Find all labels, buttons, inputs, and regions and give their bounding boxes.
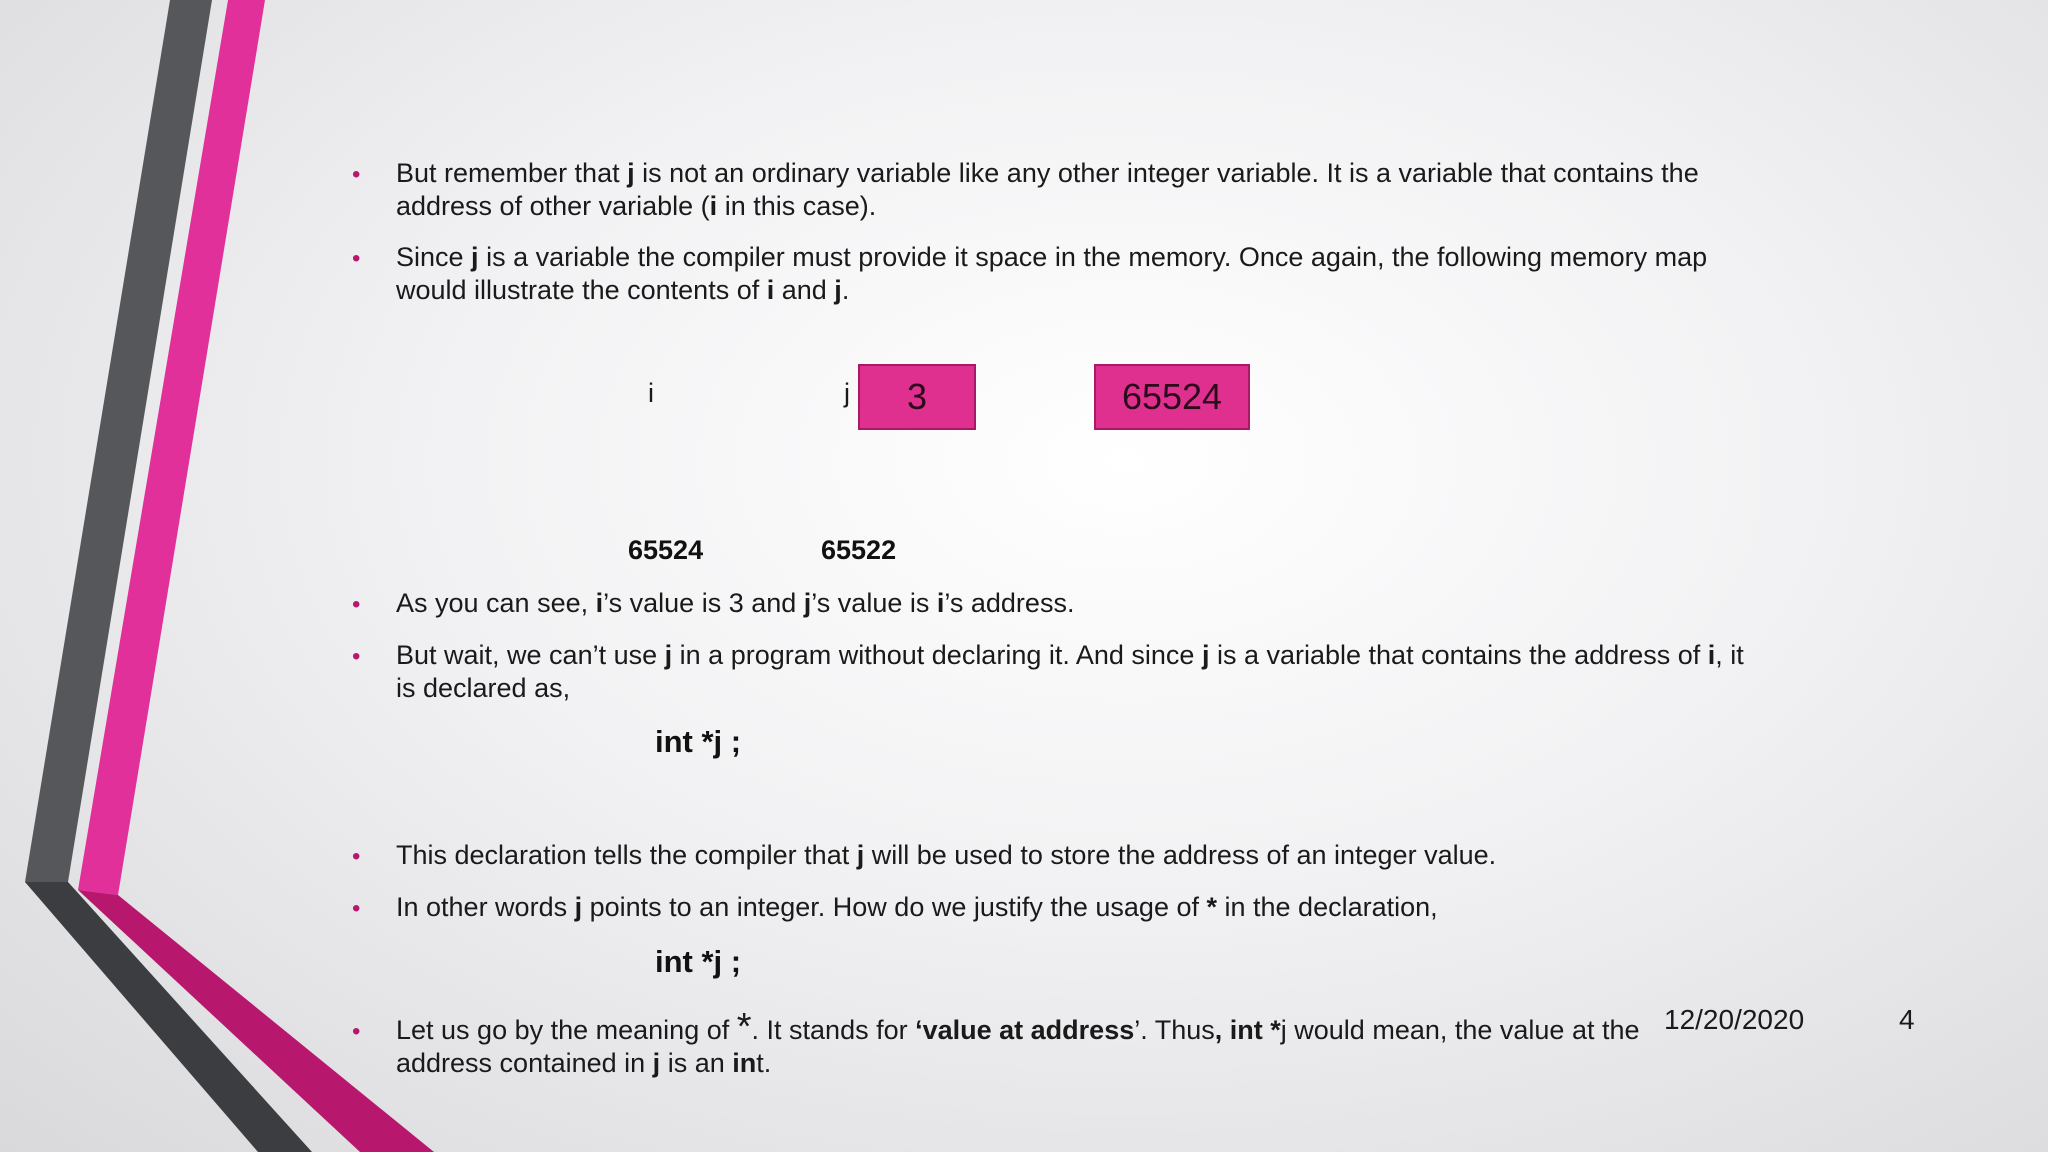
memory-label-i: i: [648, 378, 654, 408]
address-j: 65522: [821, 535, 897, 565]
bullet-dot: •: [352, 591, 361, 618]
bullet-4: • But wait, we can’t use j in a program without declaring it. And since j is a variable that contains the address of i, it is declared as,: [352, 640, 1744, 703]
bullet-dot: •: [352, 895, 361, 922]
bullet-3: • As you can see, i’s value is 3 and j’s value is i’s address.: [396, 587, 1756, 620]
memory-label-j: j: [844, 378, 850, 408]
code-declaration-1: int *j ;: [655, 724, 742, 759]
dark-stripe-lower: [25, 882, 312, 1152]
slide-date: 12/20/2020: [1664, 1004, 1805, 1035]
bullet-dot: •: [352, 643, 361, 670]
memory-cell-j: 65524: [1094, 364, 1250, 430]
bullet-2: • Since j is a variable the compiler must provide it space in the memory. Once again, the following memory map would illustrate the contents of i and j.: [352, 242, 1708, 305]
bullet-dot: •: [352, 1018, 361, 1045]
bullet-dot: •: [352, 843, 361, 870]
bullet-dot: •: [352, 245, 361, 272]
slide-number: 4: [1899, 1004, 1915, 1035]
bullet-7: • Let us go by the meaning of *. It stands for ‘value at address’. Thus, int *j would mean, the value at the address contained in j is an int.: [352, 1006, 1640, 1078]
memory-cell-i: 3: [858, 364, 976, 430]
code-declaration-2: int *j ;: [655, 944, 742, 979]
bullet-1: • But remember that j is not an ordinary variable like any other integer variable. It is a variable that contains the address of other variable (i in this case).: [352, 158, 1699, 221]
bullet-6: • In other words j points to an integer. How do we justify the usage of * in the declaration,: [396, 891, 1756, 924]
bullet-dot: •: [352, 161, 361, 188]
address-i: 65524: [628, 535, 704, 565]
bullet-5: • This declaration tells the compiler that j will be used to store the address of an integer value.: [396, 839, 1756, 872]
